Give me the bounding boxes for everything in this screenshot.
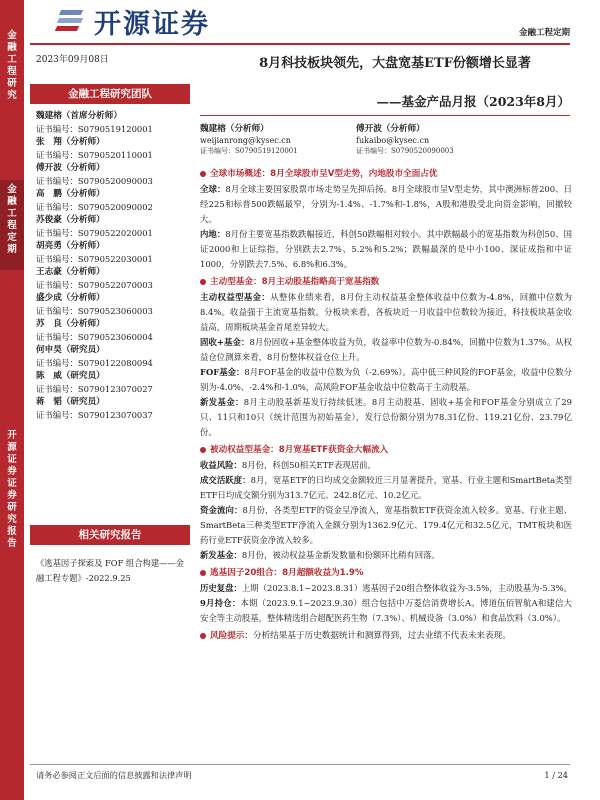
paragraph-text: 8月主动股基新基发行持续低迷。8月主动股基、固收+基金和FOF基金分别成立了29只、11只和10只（统计范围为初始基金），发行总份额分别为78.31亿份、119.21亿份、23.79亿份。 (200, 397, 572, 437)
analyst-code: 证书编号：S0790519120001 (36, 124, 153, 134)
author-email[interactable]: weijianrong@kysec.cn (200, 136, 291, 145)
related-title: 相关研究报告 (30, 525, 190, 545)
bullet-icon (200, 570, 206, 576)
paragraph (200, 503, 572, 548)
author-name: 魏建榕（分析师） (200, 124, 269, 134)
paragraph-text: 8月份，科创50相关ETF表现居前。 (241, 460, 376, 470)
analyst-code: 证书编号：S0790520090003 (36, 176, 153, 186)
analyst-code: 证书编号：S0790523060003 (36, 306, 153, 316)
section-heading-text: 风险提示： (210, 631, 253, 641)
paragraph (200, 227, 572, 272)
section-heading-text: 主动型基金：8月主动股基指略高于宽基指数 (210, 277, 380, 287)
author-code: 证书编号：S0790520090003 (356, 147, 454, 155)
analyst-name: 苏 良（分析师） (36, 319, 105, 329)
left-stripe (0, 0, 24, 800)
page-number: 1 / 24 (544, 770, 568, 780)
section-heading (200, 275, 572, 290)
report-subtitle: ——基金产品月报（2023年8月） (376, 94, 570, 109)
paragraph-text: 8月份，各类型ETF的资金呈净流入，宽基指数ETF获资金流入较多。宽基、行业主题、SmartBeta三种类型ETF净流入金额分别为1362.9亿元、179.4亿元和32.5亿元，TMT板块和医药行业ETF获资金净流入较多。 (200, 505, 573, 545)
team-title: 金融工程研究团队 (30, 84, 190, 104)
paragraph-text: 8月，宽基ETF的日均成交金额较近三月显著提升，宽基、行业主题和SmartBeta类型ETF日均成交额分别为313.7亿元、242.8亿元、10.2亿元。 (200, 475, 572, 500)
analyst-name: 苏俊豪（分析师） (36, 215, 105, 225)
related-report-link[interactable]: 《逃基因子探索及 FOF 组合构建——金融工程专题》-2022.9.25 (36, 558, 185, 583)
report-type: 金融工程定期 (518, 28, 570, 38)
paragraph-text: 8月份，被动权益基金新发数量和份额环比稍有回落。 (241, 550, 440, 560)
paragraph (200, 458, 572, 473)
footer-rule (30, 764, 570, 765)
bullet-icon (200, 279, 206, 285)
paragraph-label: 主动权益型基金： (200, 292, 271, 302)
analyst-name: 魏建榕（首席分析师） (36, 111, 122, 121)
paragraph (200, 365, 572, 395)
analyst-name: 蒋 韬（研究员） (36, 397, 105, 407)
section-heading (200, 629, 572, 644)
paragraph-text: 上期（2023.8.1~2023.8.31）逃基因子20组合整体收益为-3.5%，主动股基为-5.3%。 (241, 583, 572, 593)
report-date: 2023年09月08日 (36, 55, 109, 65)
paragraph-text: 8月份主要宽基指数跌幅接近，科创50跌幅相对较小。其中跌幅最小的宽基指数为科创50、国证2000和上证综指，分别跌去2.7%、5.2%和5.2%；跌幅最深的是中小100、深证成指和中证1000，分别跌去7.5%、6.8%和6.3%。 (200, 229, 573, 269)
paragraph (200, 596, 572, 626)
footer-disclaimer: 请务必参阅正文后面的信息披露和法律声明 (36, 770, 192, 780)
analyst-name: 傅开波（分析师） (36, 163, 105, 173)
report-title: 8月科技板块领先，大盘宽基ETF份额增长显著 (259, 56, 531, 71)
paragraph-label: FOF基金： (200, 367, 245, 377)
stripe-label-report: 开源证券 证券研究报告 (7, 430, 17, 549)
paragraph (200, 335, 572, 365)
paragraph (200, 182, 572, 227)
header-rule (30, 43, 570, 45)
section-heading-text: 被动权益型基金：8月宽基ETF获资金大幅流入 (210, 445, 389, 455)
paragraph-label: 内地： (200, 229, 226, 239)
paragraph-text: 本期（2023.9.1~2023.9.30）组合包括中万菱信消费增长A、博道伍佰智航A和建信大安全等主动股基，整体精选组合超配医药生物（7.3%）、机械设备（3.0%）和食品饮料（3.0%）。 (200, 598, 573, 623)
analyst-code: 证书编号：S0790522070003 (36, 280, 153, 290)
analyst-name: 何申昊（研究员） (36, 345, 105, 355)
author-code: 证书编号：S0790519120001 (200, 147, 298, 155)
title-rule (200, 115, 570, 116)
brand-logo (54, 0, 210, 42)
section-heading (200, 167, 572, 182)
paragraph-text: 8月全球主要国家股票市场走势呈先抑后扬。8月全球股市呈V型走势，其中澳洲标普200、日经225和标普500跌幅最窄，分别为-1.4%、-1.7%和-1.8%，A股和港股受北向资金影响，回撤较大。 (200, 184, 573, 224)
paragraph-label: 新发基金： (200, 550, 242, 560)
section-heading (200, 566, 572, 581)
paragraph-label: 新发基金： (200, 397, 244, 407)
analyst-name: 盛少成（分析师） (36, 293, 105, 303)
report-summary (200, 164, 572, 644)
bullet-icon (200, 447, 206, 453)
section-heading (200, 443, 572, 458)
author-2 (356, 124, 454, 157)
logo-mark-icon (54, 4, 88, 38)
paragraph-label: 资金流向： (200, 505, 243, 515)
analyst-name: 张 翔（分析师） (36, 137, 105, 147)
paragraph-label: 成交活跃度： (200, 475, 251, 485)
analyst-list (36, 110, 196, 422)
section-inline-text: 分析结果基于历史数据统计和测算得到，过去业绩不代表未来表现。 (252, 631, 511, 641)
paragraph-text: 从整体业绩来看，8月份主动权益基金整体收益中位数为-4.8%，回撤中位数为8.4%。收益强于主流宽基指数。分板块来看，各板块近一月收益中位数较为接近，科技板块基金收益高，周期板块基金首尾差异较大。 (200, 292, 572, 332)
paragraph (200, 548, 572, 563)
paragraph (200, 581, 572, 596)
analyst-code: 证书编号：S0790522020001 (36, 228, 153, 238)
analyst-name: 高 鹏（分析师） (36, 189, 105, 199)
analyst-code: 证书编号：S0790523060004 (36, 332, 153, 342)
analyst-code: 证书编号：S0790522030001 (36, 254, 153, 264)
section-heading-text: 逃基因子20组合：8月超额收益为1.9% (210, 568, 364, 578)
bullet-icon (200, 171, 206, 177)
paragraph (200, 473, 572, 503)
section-heading-text: 全球市场概述：8月全球股市呈V型走势，内地股市全面占优 (210, 169, 438, 179)
paragraph-label: 收益风险： (200, 460, 242, 470)
analyst-code: 证书编号：S0790122080094 (36, 358, 153, 368)
stripe-label-research: 金融工程研究 (7, 30, 17, 101)
bullet-icon (200, 633, 206, 639)
analyst-code: 证书编号：S0790520110001 (36, 150, 153, 160)
analyst-code: 证书编号：S0790123070027 (36, 384, 153, 394)
analyst-name: 陈 威（研究员） (36, 371, 105, 381)
author-email[interactable]: fukaibo@kysec.cn (356, 136, 430, 145)
analyst-code: 证书编号：S0790123070037 (36, 410, 153, 420)
logo-text: 开源证券 (94, 8, 210, 40)
paragraph-text: 8月份固收+基金整体收益为负，收益率中位数为-0.84%，回撤中位数为1.37%。从权益仓位测算来看，8月份整体权益仓位上升。 (200, 337, 572, 362)
analyst-code: 证书编号：S0790520090002 (36, 202, 153, 212)
paragraph (200, 290, 572, 335)
paragraph-label: 9月持仓： (200, 598, 241, 608)
analyst-name: 胡亮勇（分析师） (36, 241, 105, 251)
stripe-label-periodic: 金融工程定期 (7, 184, 17, 255)
paragraph-label: 固收+基金： (200, 337, 250, 347)
author-name: 傅开波（分析师） (356, 124, 425, 134)
paragraph-text: 8月FOF基金的收益中位数为负（-2.69%）。高中低三种风险的FOF基金，收益中位数分别为-4.0%、-2.4%和-1.0%，高风险FOF基金收益中位数高于主动股基。 (200, 367, 573, 392)
analyst-name: 王志豪（分析师） (36, 267, 105, 277)
paragraph (200, 395, 572, 440)
paragraph-label: 历史复盘： (200, 583, 242, 593)
paragraph-label: 全球： (200, 184, 226, 194)
author-1 (200, 124, 298, 157)
